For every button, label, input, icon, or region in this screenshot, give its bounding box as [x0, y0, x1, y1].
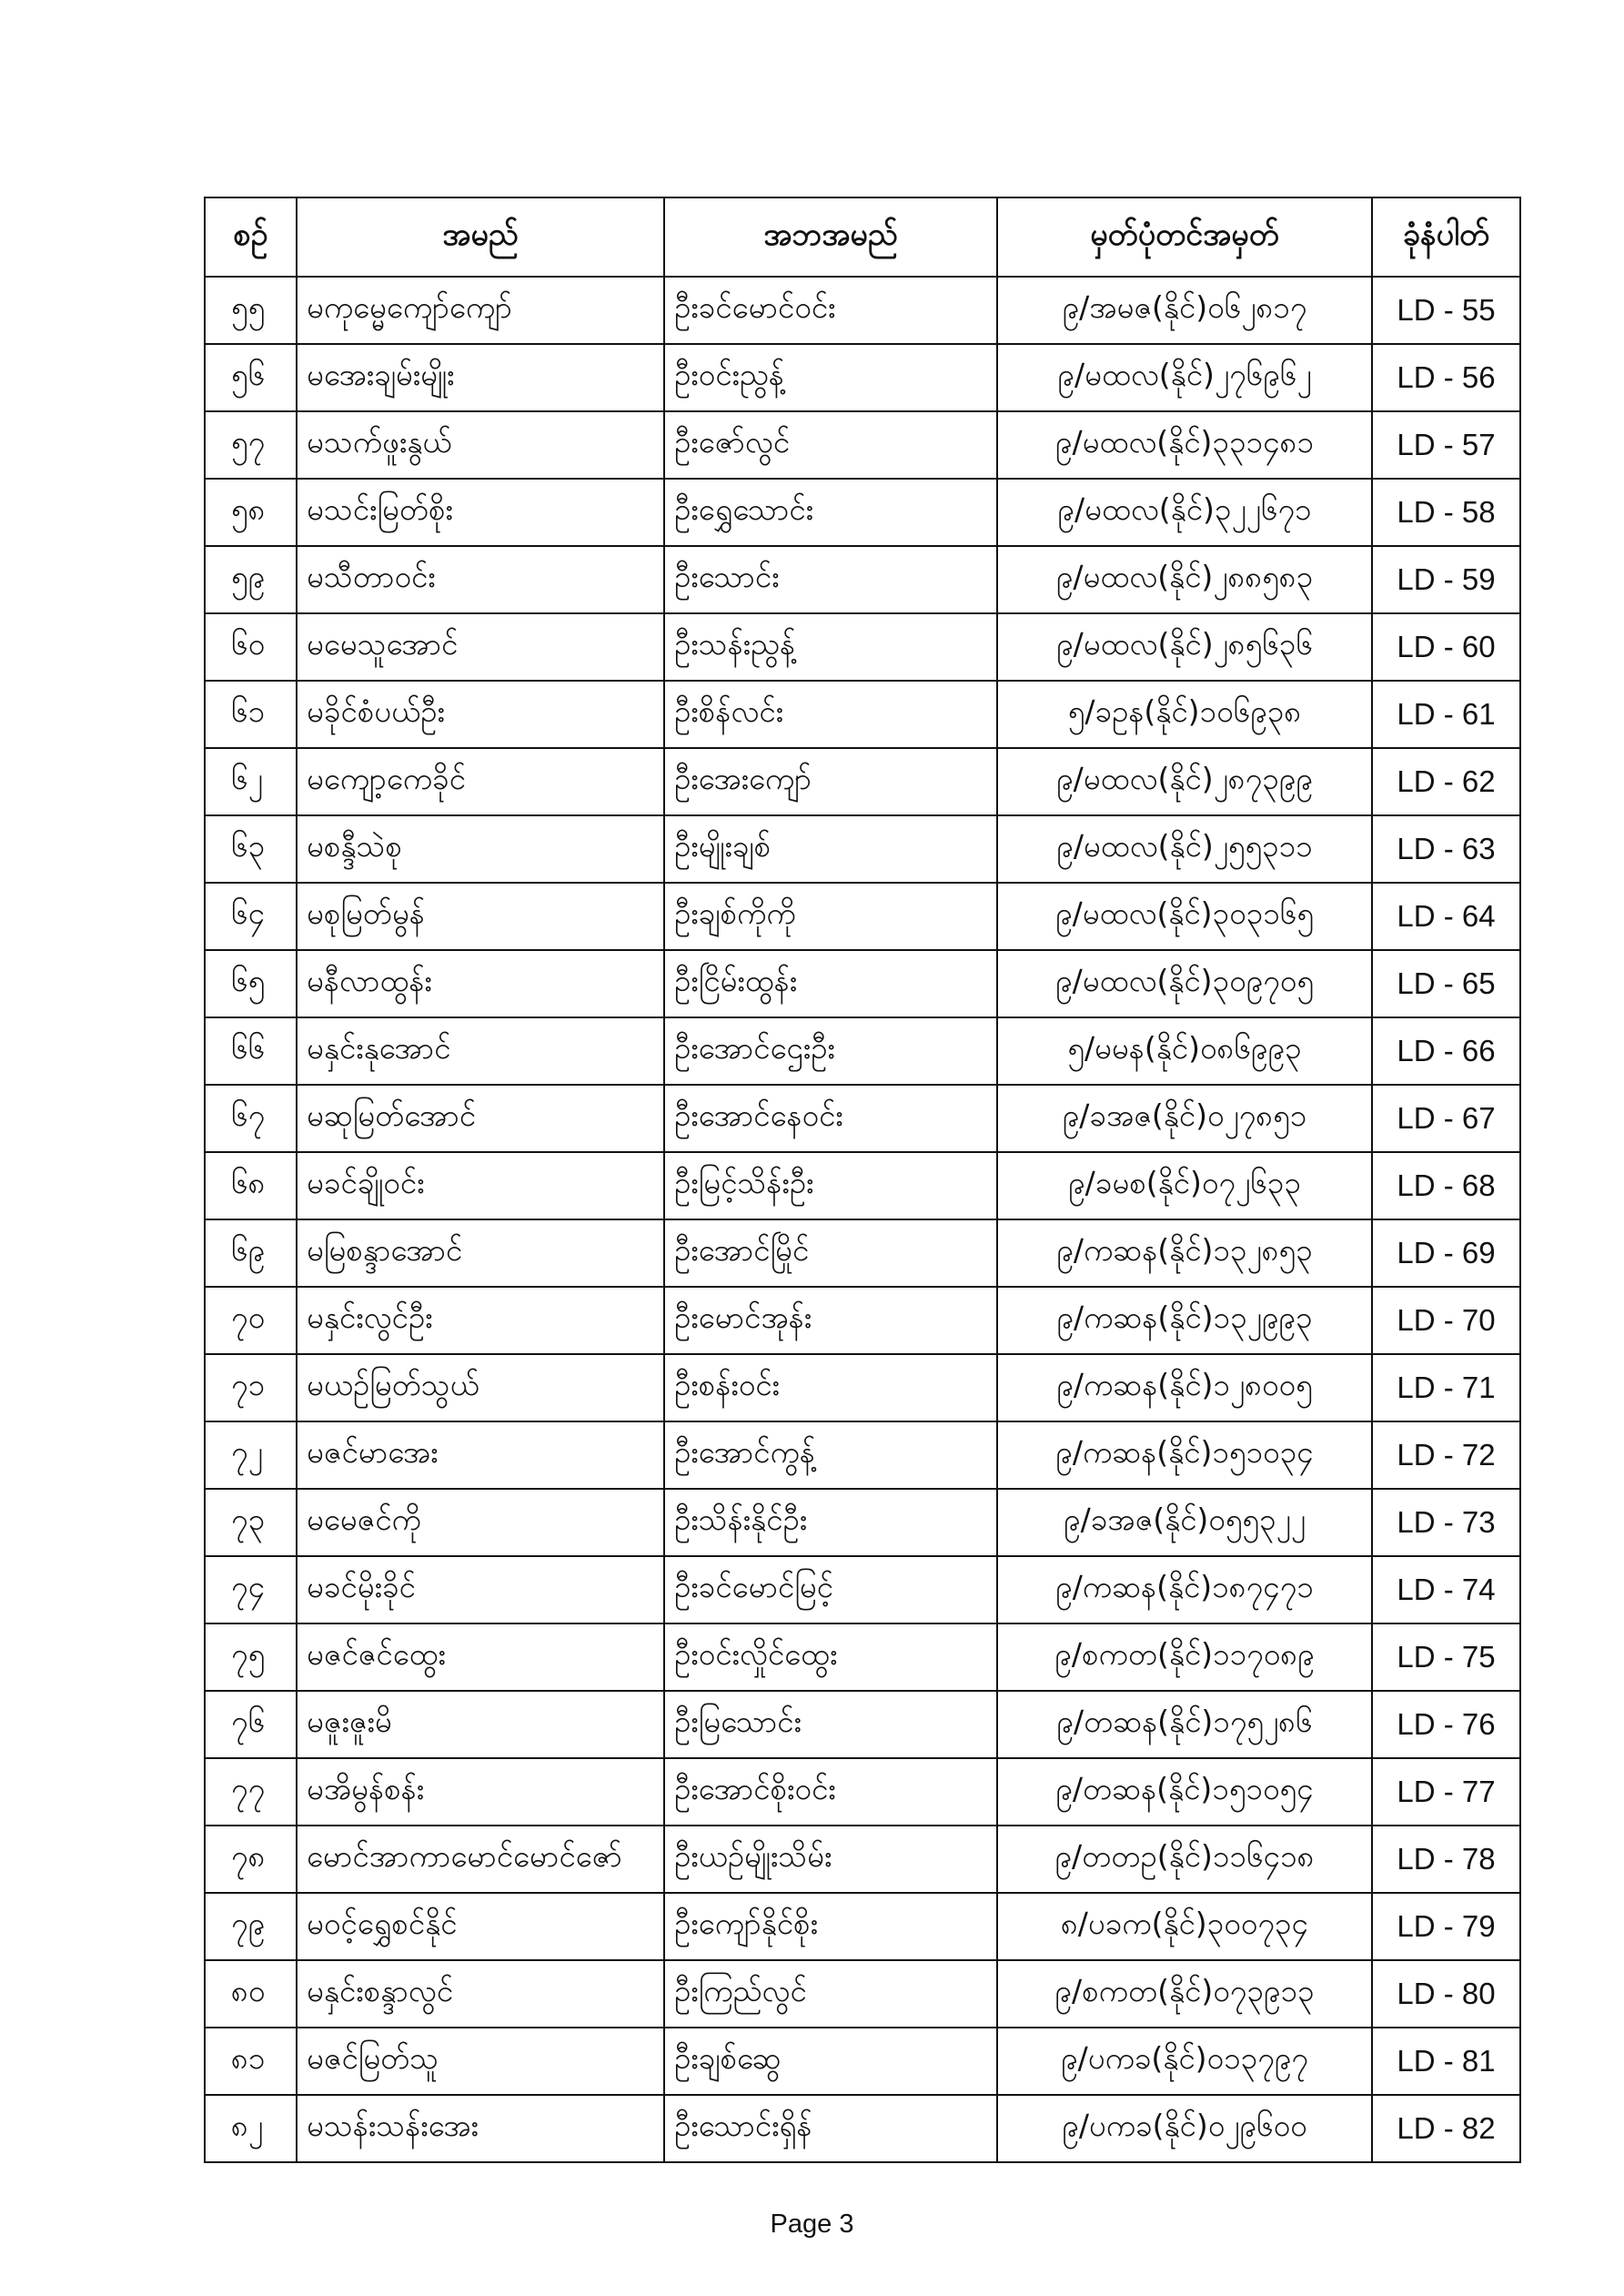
name-cell: မကုမ္မေကျော်ကျော်: [297, 277, 664, 344]
father-name-cell: ဦးဝင်းလှိုင်ထွေး: [664, 1623, 997, 1691]
table-row: [205, 1017, 1520, 1085]
serial-number-cell: ၅၆: [205, 344, 297, 411]
seat-number-cell: LD - 73: [1372, 1489, 1520, 1556]
name-cell: မဆုမြတ်အောင်: [297, 1085, 664, 1152]
seat-number-cell: LD - 78: [1372, 1826, 1520, 1893]
registration-number-cell: ၉/ကဆန(နိုင်)၁၈၇၄၇၁: [997, 1556, 1372, 1623]
name-cell: မမေဇင်ကို: [297, 1489, 664, 1556]
serial-number-cell: ၆၀: [205, 613, 297, 681]
seat-number-cell: LD - 64: [1372, 883, 1520, 950]
name-cell: မသီတာဝင်း: [297, 546, 664, 613]
father-name-cell: ဦးခင်မောင်မြင့်: [664, 1556, 997, 1623]
father-name-cell: ဦးကျော်နိုင်စိုး: [664, 1893, 997, 1960]
father-name-cell: ဦးဝင်းညွန့်: [664, 344, 997, 411]
table-row: [205, 1960, 1520, 2028]
table-row: [205, 1826, 1520, 1893]
serial-number-cell: ၆၅: [205, 950, 297, 1017]
registration-number-cell: ၉/ခအဇ(နိုင်)၀၂၇၈၅၁: [997, 1085, 1372, 1152]
serial-number-cell: ၆၈: [205, 1152, 297, 1219]
seat-number-cell: LD - 80: [1372, 1960, 1520, 2028]
serial-number-cell: ၆၆: [205, 1017, 297, 1085]
table-row: [205, 1758, 1520, 1826]
father-name-cell: ဦးသန်းညွန့်: [664, 613, 997, 681]
registration-number-cell: ၉/ပကခ(နိုင်)၀၂၉၆၀၀: [997, 2095, 1372, 2162]
seat-number-cell: LD - 70: [1372, 1287, 1520, 1354]
serial-number-cell: ၅၅: [205, 277, 297, 344]
registration-number-cell: ၉/မထလ(နိုင်)၃၃၁၄၈၁: [997, 411, 1372, 479]
registration-number-cell: ၉/စကတ(နိုင်)၀၇၃၉၁၃: [997, 1960, 1372, 2028]
father-name-cell: ဦးသောင်းရှိန်: [664, 2095, 997, 2162]
table-row: [205, 681, 1520, 748]
seat-number-cell: LD - 81: [1372, 2028, 1520, 2095]
serial-number-cell: ၅၉: [205, 546, 297, 613]
seat-number-cell: LD - 72: [1372, 1421, 1520, 1489]
serial-number-cell: ၇၈: [205, 1826, 297, 1893]
header-father-name: အဘအမည်: [664, 197, 997, 277]
serial-number-cell: ၆၁: [205, 681, 297, 748]
father-name-cell: ဦးမျိုးချစ်: [664, 815, 997, 883]
name-cell: မစန္ဒီသဲစု: [297, 815, 664, 883]
father-name-cell: ဦးသိန်းနိုင်ဦး: [664, 1489, 997, 1556]
table-row: [205, 1421, 1520, 1489]
seat-number-cell: LD - 60: [1372, 613, 1520, 681]
father-name-cell: ဦးသောင်း: [664, 546, 997, 613]
page-number: Page 3: [770, 2210, 854, 2239]
registration-number-cell: ၉/မထလ(နိုင်)၂၈၈၅၈၃: [997, 546, 1372, 613]
seat-number-cell: LD - 77: [1372, 1758, 1520, 1826]
name-cell: မဝင့်ရွှေစင်နိုင်: [297, 1893, 664, 1960]
table-row: [205, 613, 1520, 681]
seat-number-cell: LD - 69: [1372, 1219, 1520, 1287]
name-cell: မယဉ်မြတ်သွယ်: [297, 1354, 664, 1421]
father-name-cell: ဦးရွှေသောင်း: [664, 479, 997, 546]
name-cell: မအေးချမ်းမျိုး: [297, 344, 664, 411]
father-name-cell: ဦးမောင်အုန်း: [664, 1287, 997, 1354]
registration-number-cell: ၉/မထလ(နိုင်)၂၇၆၉၆၂: [997, 344, 1372, 411]
registration-number-cell: ၉/မထလ(နိုင်)၃၂၂၆၇၁: [997, 479, 1372, 546]
father-name-cell: ဦးစန်းဝင်း: [664, 1354, 997, 1421]
seat-number-cell: LD - 79: [1372, 1893, 1520, 1960]
serial-number-cell: ၆၂: [205, 748, 297, 815]
name-cell: မသန်းသန်းအေး: [297, 2095, 664, 2162]
name-cell: မခင်ချိုဝင်း: [297, 1152, 664, 1219]
father-name-cell: ဦးအောင်ဌေးဦး: [664, 1017, 997, 1085]
seat-number-cell: LD - 57: [1372, 411, 1520, 479]
seat-number-cell: LD - 75: [1372, 1623, 1520, 1691]
name-cell: မမေသူအောင်: [297, 613, 664, 681]
table-row: [205, 411, 1520, 479]
father-name-cell: ဦးငြိမ်းထွန်း: [664, 950, 997, 1017]
table-row: [205, 1287, 1520, 1354]
father-name-cell: ဦးအေးကျော်: [664, 748, 997, 815]
table-body: [205, 277, 1520, 2162]
registration-number-cell: ၅/ခဥန(နိုင်)၁၀၆၉၃၈: [997, 681, 1372, 748]
serial-number-cell: ၇၄: [205, 1556, 297, 1623]
table-row: [205, 344, 1520, 411]
registration-number-cell: ၅/မမန(နိုင်)၀၈၆၉၉၃: [997, 1017, 1372, 1085]
registration-number-cell: ၉/တဆန(နိုင်)၁၅၁၀၅၄: [997, 1758, 1372, 1826]
serial-number-cell: ၇၃: [205, 1489, 297, 1556]
registration-number-cell: ၉/မထလ(နိုင်)၃၀၃၁၆၅: [997, 883, 1372, 950]
header-serial-number: စဉ်: [205, 197, 297, 277]
serial-number-cell: ၇၀: [205, 1287, 297, 1354]
table-row: [205, 748, 1520, 815]
name-cell: မနှင်းစန္ဒာလွင်: [297, 1960, 664, 2028]
seat-number-cell: LD - 76: [1372, 1691, 1520, 1758]
seat-number-cell: LD - 55: [1372, 277, 1520, 344]
father-name-cell: ဦးအောင်မြိုင်: [664, 1219, 997, 1287]
serial-number-cell: ၈၁: [205, 2028, 297, 2095]
table-row: [205, 2095, 1520, 2162]
seat-number-cell: LD - 71: [1372, 1354, 1520, 1421]
serial-number-cell: ၆၇: [205, 1085, 297, 1152]
registration-number-cell: ၉/စကတ(နိုင်)၁၁၇၀၈၉: [997, 1623, 1372, 1691]
father-name-cell: ဦးမြသောင်း: [664, 1691, 997, 1758]
seat-number-cell: LD - 61: [1372, 681, 1520, 748]
father-name-cell: ဦးဇော်လွင်: [664, 411, 997, 479]
header-seat-number: ခုံနံပါတ်: [1372, 197, 1520, 277]
serial-number-cell: ၇၉: [205, 1893, 297, 1960]
registration-number-cell: ၉/မထလ(နိုင်)၃၀၉၇၀၅: [997, 950, 1372, 1017]
table-row: [205, 479, 1520, 546]
table-row: [205, 1152, 1520, 1219]
table-row: [205, 815, 1520, 883]
name-cell: မကျော့ကေခိုင်: [297, 748, 664, 815]
name-cell: မနှင်းနုအောင်: [297, 1017, 664, 1085]
registration-number-cell: ၉/ခအဇ(နိုင်)၀၅၅၃၂၂: [997, 1489, 1372, 1556]
name-cell: မနှင်းလွင်ဦး: [297, 1287, 664, 1354]
name-cell: မစုမြတ်မွန်: [297, 883, 664, 950]
table-row: [205, 546, 1520, 613]
seat-number-cell: LD - 82: [1372, 2095, 1520, 2162]
name-cell: မသက်ဖူးနွယ်: [297, 411, 664, 479]
table-row: [205, 1691, 1520, 1758]
table-header-row: [205, 197, 1520, 277]
name-cell: မဇင်မာအေး: [297, 1421, 664, 1489]
table-row: [205, 1556, 1520, 1623]
table-row: [205, 277, 1520, 344]
registration-number-cell: ၉/ကဆန(နိုင်)၁၅၁၀၃၄: [997, 1421, 1372, 1489]
registration-number-cell: ၉/ခမစ(နိုင်)၀၇၂၆၃၃: [997, 1152, 1372, 1219]
serial-number-cell: ၅၈: [205, 479, 297, 546]
table-row: [205, 1219, 1520, 1287]
name-cell: မဇင်မြတ်သူ: [297, 2028, 664, 2095]
father-name-cell: ဦးအောင်စိုးဝင်း: [664, 1758, 997, 1826]
father-name-cell: ဦးချစ်ကိုကို: [664, 883, 997, 950]
father-name-cell: ဦးယဉ်မျိုးသိမ်း: [664, 1826, 997, 1893]
seat-number-cell: LD - 62: [1372, 748, 1520, 815]
table-row: [205, 950, 1520, 1017]
serial-number-cell: ၇၂: [205, 1421, 297, 1489]
name-cell: မဇူးဇူးမိ: [297, 1691, 664, 1758]
father-name-cell: ဦးအောင်ကွန့်: [664, 1421, 997, 1489]
candidate-table: [204, 197, 1521, 2163]
father-name-cell: ဦးစိန်လင်း: [664, 681, 997, 748]
name-cell: မသင်းမြတ်စိုး: [297, 479, 664, 546]
father-name-cell: ဦးခင်မောင်ဝင်း: [664, 277, 997, 344]
table-row: [205, 1489, 1520, 1556]
registration-number-cell: ၉/ကဆန(နိုင်)၁၃၂၉၉၃: [997, 1287, 1372, 1354]
seat-number-cell: LD - 58: [1372, 479, 1520, 546]
name-cell: မမြစန္ဒာအောင်: [297, 1219, 664, 1287]
name-cell: မခင်မိုးခိုင်: [297, 1556, 664, 1623]
header-name: အမည်: [297, 197, 664, 277]
father-name-cell: ဦးကြည်လွင်: [664, 1960, 997, 2028]
serial-number-cell: ၆၄: [205, 883, 297, 950]
registration-number-cell: ၈/ပခက(နိုင်)၃၀၀၇၃၄: [997, 1893, 1372, 1960]
serial-number-cell: ၇၆: [205, 1691, 297, 1758]
name-cell: မောင်အာကာမောင်မောင်ဇော်: [297, 1826, 664, 1893]
table-row: [205, 2028, 1520, 2095]
name-cell: မခိုင်စံပယ်ဦး: [297, 681, 664, 748]
name-cell: မနီလာထွန်း: [297, 950, 664, 1017]
seat-number-cell: LD - 63: [1372, 815, 1520, 883]
registration-number-cell: ၉/တဆန(နိုင်)၁၇၅၂၈၆: [997, 1691, 1372, 1758]
name-cell: မအိမွန်စန်း: [297, 1758, 664, 1826]
table-row: [205, 1354, 1520, 1421]
seat-number-cell: LD - 65: [1372, 950, 1520, 1017]
header-registration-number: မှတ်ပုံတင်အမှတ်: [997, 197, 1372, 277]
serial-number-cell: ၈၀: [205, 1960, 297, 2028]
registration-number-cell: ၉/တတဥ(နိုင်)၁၁၆၄၁၈: [997, 1826, 1372, 1893]
name-cell: မဇင်ဇင်ထွေး: [297, 1623, 664, 1691]
table-row: [205, 1623, 1520, 1691]
registration-number-cell: ၉/မထလ(နိုင်)၂၈၅၆၃၆: [997, 613, 1372, 681]
registration-number-cell: ၉/မထလ(နိုင်)၂၈၇၃၉၉: [997, 748, 1372, 815]
serial-number-cell: ၈၂: [205, 2095, 297, 2162]
serial-number-cell: ၆၃: [205, 815, 297, 883]
seat-number-cell: LD - 59: [1372, 546, 1520, 613]
father-name-cell: ဦးအောင်နေဝင်း: [664, 1085, 997, 1152]
father-name-cell: ဦးမြင့်သိန်းဦး: [664, 1152, 997, 1219]
serial-number-cell: ၇၁: [205, 1354, 297, 1421]
registration-number-cell: ၉/ပကခ(နိုင်)၀၁၃၇၉၇: [997, 2028, 1372, 2095]
seat-number-cell: LD - 66: [1372, 1017, 1520, 1085]
registration-number-cell: ၉/ကဆန(နိုင်)၁၂၈၀၀၅: [997, 1354, 1372, 1421]
registration-number-cell: ၉/ကဆန(နိုင်)၁၃၂၈၅၃: [997, 1219, 1372, 1287]
seat-number-cell: LD - 67: [1372, 1085, 1520, 1152]
seat-number-cell: LD - 56: [1372, 344, 1520, 411]
seat-number-cell: LD - 74: [1372, 1556, 1520, 1623]
serial-number-cell: ၇၅: [205, 1623, 297, 1691]
father-name-cell: ဦးချစ်ဆွေ: [664, 2028, 997, 2095]
table-row: [205, 1085, 1520, 1152]
serial-number-cell: ၅၇: [205, 411, 297, 479]
registration-number-cell: ၉/မထလ(နိုင်)၂၅၅၃၁၁: [997, 815, 1372, 883]
seat-number-cell: LD - 68: [1372, 1152, 1520, 1219]
serial-number-cell: ၇၇: [205, 1758, 297, 1826]
table-row: [205, 883, 1520, 950]
table-row: [205, 1893, 1520, 1960]
serial-number-cell: ၆၉: [205, 1219, 297, 1287]
registration-number-cell: ၉/အမဇ(နိုင်)၀၆၂၈၁၇: [997, 277, 1372, 344]
